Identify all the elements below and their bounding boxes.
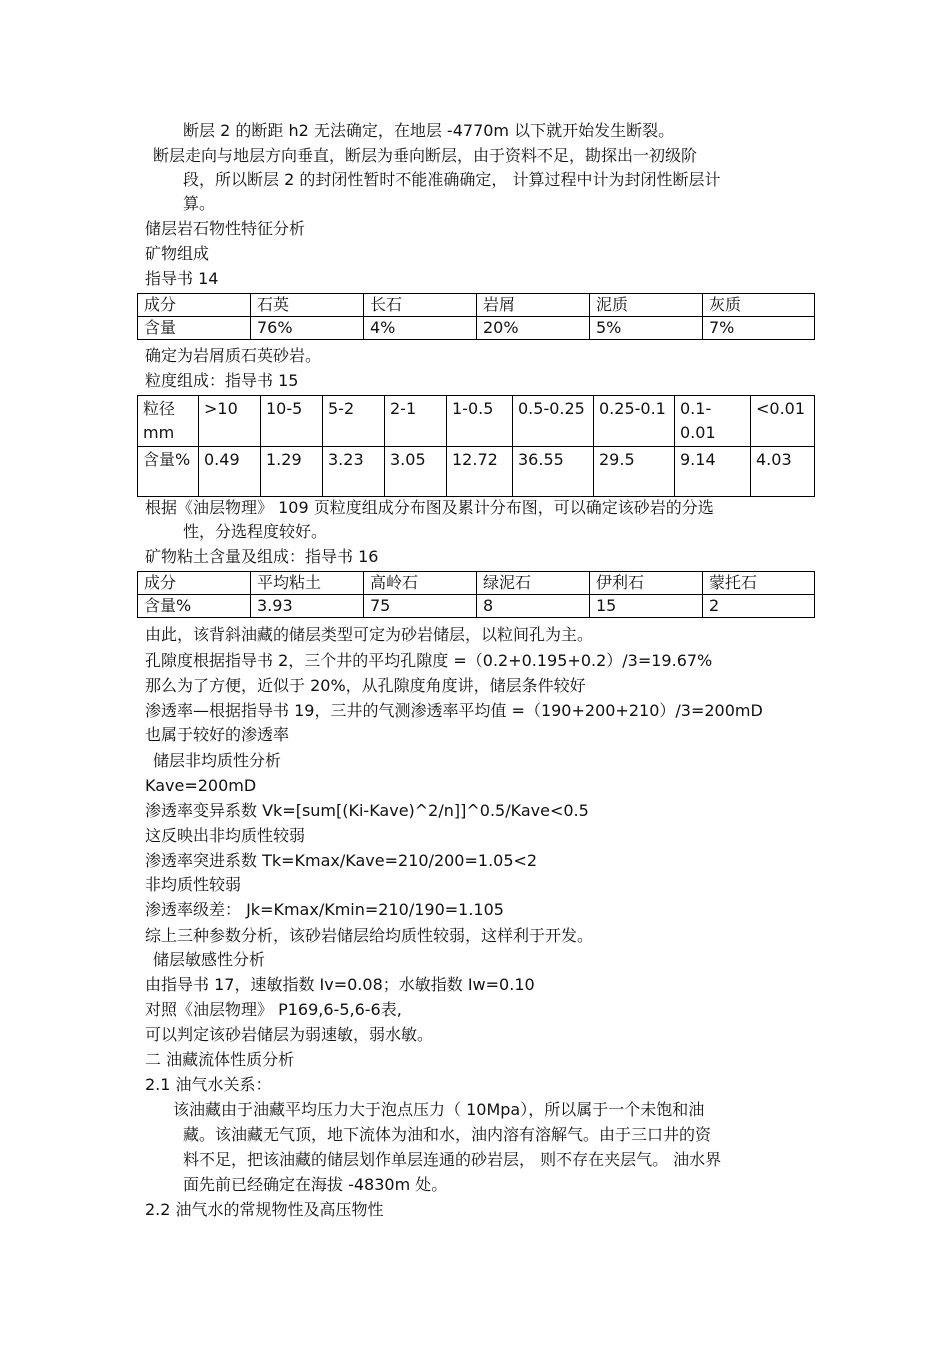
formula-line: 渗透率突进系数 Tk=Kmax/Kave=210/200=1.05<2 (145, 851, 538, 870)
table-cell: 3.23 (323, 447, 385, 497)
paragraph-line: 非均质性较弱 (145, 875, 242, 894)
table-cell: 3.93 (251, 595, 364, 618)
reference-line: 矿物粘土含量及组成：指导书 16 (145, 547, 379, 566)
table-row (138, 396, 815, 447)
table-cell: 9.14 (675, 447, 751, 497)
paragraph-line: 综上三种参数分析，该砂岩储层给均质性较弱，这样利于开发。 (145, 926, 594, 945)
paragraph-line: 这反映出非均质性较弱 (145, 826, 306, 845)
table-cell: 含量% (138, 595, 251, 618)
table-cell: 2 (703, 595, 815, 618)
formula-line: 渗透率变异系数 Vk=[sum[(Ki-Kave)^2/n]]^0.5/Kave<0.5 (145, 801, 589, 820)
paragraph-line: 算。 (183, 194, 216, 213)
paragraph-line: 由此，该背斜油藏的储层类型可定为砂岩储层，以粒间孔为主。 (145, 625, 594, 644)
paragraph-line: 该油藏由于油藏平均压力大于泡点压力（ 10Mpa），所以属于一个未饱和油 (173, 1100, 705, 1119)
mineral-composition-table (137, 293, 815, 340)
table-cell: 1.29 (261, 447, 323, 497)
grain-size-table (137, 395, 815, 497)
section-heading: 储层非均质性分析 (153, 751, 282, 770)
table-cell: 含量 (138, 317, 251, 340)
table-cell: 岩屑 (477, 294, 590, 317)
subsection-heading: 矿物组成 (145, 244, 210, 263)
table-row (138, 447, 815, 497)
section-heading: 储层岩石物性特征分析 (145, 219, 306, 238)
paragraph-line: 由指导书 17，速敏指数 Iv=0.08；水敏指数 Iw=0.10 (145, 975, 535, 994)
paragraph-line: 可以判定该砂岩储层为弱速敏，弱水敏。 (145, 1025, 434, 1044)
table-cell: 蒙托石 (703, 572, 815, 595)
paragraph-line: 段，所以断层 2 的封闭性暂时不能准确确定， 计算过程中计为封闭性断层计 (183, 170, 721, 189)
paragraph-line: 料不足，把该油藏的储层划作单层连通的砂岩层， 则不存在夹层气。 油水界 (183, 1150, 722, 1169)
table-cell: 高岭石 (364, 572, 477, 595)
paragraph-line: 藏。该油藏无气顶，地下流体为油和水，油内溶有溶解气。由于三口井的资 (183, 1125, 712, 1144)
section-heading: 2.1 油气水关系： (145, 1075, 272, 1094)
table-cell: 3.05 (385, 447, 447, 497)
table-cell: 粒径 mm (138, 396, 199, 447)
table-row (138, 317, 815, 340)
table-cell: 20% (477, 317, 590, 340)
table-cell: 2-1 (385, 396, 447, 447)
paragraph-line: 断层走向与地层方向垂直，断层为垂向断层，由于资料不足，勘探出一初级阶 (153, 146, 698, 165)
table-cell: 1-0.5 (447, 396, 513, 447)
paragraph-line: 那么为了方便，近似于 20%，从孔隙度角度讲，储层条件较好 (145, 676, 586, 695)
clay-composition-table (137, 571, 815, 618)
section-heading: 储层敏感性分析 (153, 950, 266, 969)
table-cell: 0.5-0.25 (513, 396, 594, 447)
table-cell: 76% (251, 317, 364, 340)
section-heading: 2.2 油气水的常规物性及高压物性 (145, 1200, 384, 1219)
table-cell: 75 (364, 595, 477, 618)
reference-line: 粒度组成：指导书 15 (145, 371, 299, 390)
table-cell: <0.01 (751, 396, 815, 447)
table-row (138, 595, 815, 618)
paragraph-line: 断层 2 的断距 h2 无法确定，在地层 -4770m 以下就开始发生断裂。 (183, 121, 675, 140)
paragraph-line: 对照《油层物理》 P169,6-5,6-6表, (145, 1000, 402, 1019)
paragraph-line: 孔隙度根据指导书 2，三个井的平均孔隙度 =（0.2+0.195+0.2）/3=19.67% (145, 651, 713, 670)
paragraph-line: 性，分选程度较好。 (183, 522, 328, 541)
table-cell: 成分 (138, 294, 251, 317)
table-cell: 0.25-0.1 (594, 396, 675, 447)
table-cell: 灰质 (703, 294, 815, 317)
table-row (138, 572, 815, 595)
table-cell: 36.55 (513, 447, 594, 497)
table-cell: 长石 (364, 294, 477, 317)
reference-line: 指导书 14 (145, 269, 219, 288)
table-cell: 绿泥石 (477, 572, 590, 595)
table-cell: 0.49 (199, 447, 261, 497)
table-cell: 12.72 (447, 447, 513, 497)
table-row (138, 294, 815, 317)
paragraph-line: 面先前已经确定在海拔 -4830m 处。 (183, 1175, 448, 1194)
table-cell: >10 (199, 396, 261, 447)
table-cell: 泥质 (590, 294, 703, 317)
table-cell: 0.1-0.01 (675, 396, 751, 447)
table-cell: 15 (590, 595, 703, 618)
table-cell: 10-5 (261, 396, 323, 447)
table-cell: 5-2 (323, 396, 385, 447)
paragraph-line: 根据《油层物理》 109 页粒度组成分布图及累计分布图，可以确定该砂岩的分选 (145, 498, 714, 517)
paragraph-line: 确定为岩屑质石英砂岩。 (145, 346, 322, 365)
table-cell: 成分 (138, 572, 251, 595)
formula-line: 渗透率级差： Jk=Kmax/Kmin=210/190=1.105 (145, 900, 504, 919)
table-cell: 伊利石 (590, 572, 703, 595)
table-cell: 石英 (251, 294, 364, 317)
table-cell: 4% (364, 317, 477, 340)
table-cell: 含量% (138, 447, 199, 497)
formula-line: Kave=200mD (145, 776, 257, 795)
table-cell: 5% (590, 317, 703, 340)
table-cell: 4.03 (751, 447, 815, 497)
table-cell: 8 (477, 595, 590, 618)
table-cell: 平均粘土 (251, 572, 364, 595)
paragraph-line: 也属于较好的渗透率 (145, 725, 290, 744)
table-cell: 7% (703, 317, 815, 340)
paragraph-line: 渗透率—根据指导书 19，三井的气测渗透率平均值 =（190+200+210）/3=200mD (145, 701, 763, 720)
table-cell: 29.5 (594, 447, 675, 497)
chapter-heading: 二 油藏流体性质分析 (145, 1050, 295, 1069)
